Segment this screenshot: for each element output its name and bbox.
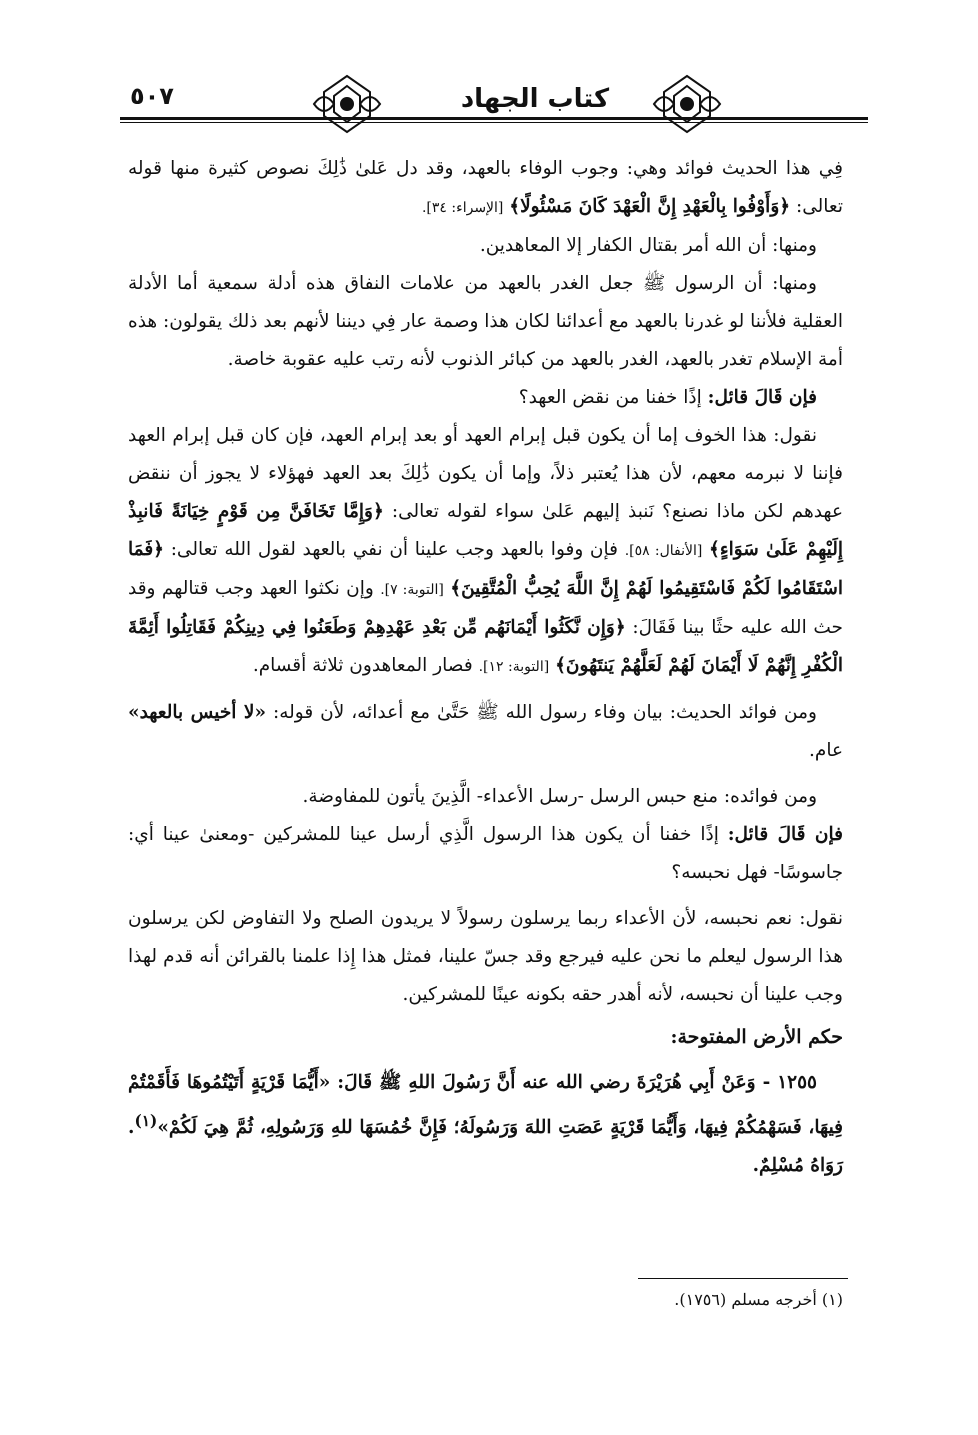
paragraph: نقول: هذا الخوف إما أن يكون قبل إبرام العهد أو بعد إبرام العهد، فإن كان قبل إبرام العهد فإننا لا نبرمه معهم، لأن هذا يُعتبر ذلاً، وإما أن يكون ذَٰلِكَ بعد العهد فهؤلاء لا يجوز أن ننقض عهدهم لكن ماذا نصنع؟ نَنبذ إليهم عَلىٰ سواء لقوله تعالى: ﴿وَإِمَّا تَخَافَنَّ مِن قَوْمٍ خِيَانَةً فَانبِذْ إِلَيْهِمْ عَلَىٰ سَوَاءٍ﴾ [الأنفال: ٥٨]. فإن وفوا بالعهد وجب علينا أن نفي بالعهد لقول الله تعالى: ﴿فَمَا اسْتَقَامُوا لَكُمْ فَاسْتَقِيمُوا لَهُمْ إِنَّ اللَّهَ يُحِبُّ الْمُتَّقِينَ﴾ [التوبة: ٧]. وإن نكثوا العهد وجب قتالهم وقد حث الله عليه حثًا بينا فَقَالَ: ﴿وَإِن نَّكَثُوا أَيْمَانَهُم مِّن بَعْدِ عَهْدِهِمْ وَطَعَنُوا فِي دِينِكُمْ فَقَاتِلُوا أَئِمَّةَ الْكُفْرِ إِنَّهُمْ لَا أَيْمَانَ لَهُمْ لَعَلَّهُمْ يَنتَهُونَ﴾ [التوبة: ١٢]. فصار المعاهدون ثلاثة أقسام. — [128, 425, 844, 676]
quran-verse: ﴿فَمَا اسْتَقَامُوا لَكُمْ فَاسْتَقِيمُوا لَهُمْ إِنَّ اللَّهَ يُحِبُّ الْمُتَّقِينَ﴾ — [128, 539, 844, 599]
verse-reference: [الأنفال: ٥٨]. — [624, 543, 703, 559]
quran-verse: ﴿وَأَوْفُوا بِالْعَهْدِ إِنَّ الْعَهْدَ كَانَ مَسْئُولًا﴾ — [509, 196, 791, 217]
question-lead: فإن قَالَ قائل: — [707, 387, 817, 408]
quran-verse: ﴿وَإِمَّا تَخَافَنَّ مِن قَوْمٍ خِيَانَةً فَانبِذْ إِلَيْهِمْ عَلَىٰ سَوَاءٍ﴾ — [128, 501, 843, 560]
hadith-text: ١٢٥٥ - وَعَنْ أَبِي هُرَيْرَةَ رضي الله عنه أَنَّ رَسُولَ اللهِ ﷺ قَالَ: «أَيُّمَا قَرْيَةٍ أَتَيْتُمُوهَا فَأَقَمْتُمْ فِيهَا، فَسَهْمُكُمْ فِيهَا، وَأَيُّمَا قَرْيَةٍ عَصَتِ اللهَ وَرَسُولَهُ؛ فَإِنَّ خُمُسَهَا للهِ وَرَسُولِهِ، ثُمَّ هِيَ لَكُمْ»$^{(١)}$. رَوَاهُ مُسْلِمٌ. — [128, 1072, 843, 1177]
paragraph: ومنها: أن الرسول ﷺ جعل الغدر بالعهد من علامات النفاق هذه أدلة سمعية أما الأدلة العقلية فلأننا لو غدرنا بالعهد مع أعدائنا لكان هذا وصمة عار فِي ديننا لأنهم بعد ذلك يقولون: هذه أمة الإسلام تغدر بالعهد، الغدر بالعهد من كبائر الذنوب لأنه رتب عليه عقوبة خاصة. — [128, 273, 843, 370]
ornament-right-icon — [650, 72, 724, 136]
verse-reference: [التوبة: ٧]. — [380, 582, 444, 598]
paragraph: ومن فوائد الحديث: بيان وفاء رسول الله ﷺ حَتَّىٰ مع أعدائه، لأن قوله: «لا أخيس بالعهد» عام. — [128, 702, 843, 761]
question-lead: فإن قَالَ قائل: — [727, 824, 844, 845]
page-number: ٥٠٧ — [130, 82, 174, 110]
footnote-marker[interactable]: (١) — [134, 1112, 158, 1130]
running-title: كتاب الجهاد — [460, 84, 610, 114]
paragraph: فِي هذا الحديث فوائد وهي: وجوب الوفاء بالعهد، وقد دل عَلىٰ ذَٰلِكَ نصوص كثيرة منها قوله تعالى: ﴿وَأَوْفُوا بِالْعَهْدِ إِنَّ الْعَهْدَ كَانَ مَسْئُولًا﴾ [الإسراء: ٣٤]. — [128, 158, 843, 217]
page-header — [120, 72, 868, 142]
body-text — [128, 150, 843, 1185]
footnote-rule — [638, 1278, 848, 1279]
paragraph: فإن قَالَ قائل: إذًا خفنا أن يكون هذا الرسول الَّذِي أرسل عينا للمشركين -ومعنىٰ عينا أي: جاسوسًا- فهل نحبسه؟ — [128, 824, 844, 883]
quran-verse: ﴿وَإِن نَّكَثُوا أَيْمَانَهُم مِّن بَعْدِ عَهْدِهِمْ وَطَعَنُوا فِي دِينِكُمْ فَقَاتِلُوا أَئِمَّةَ الْكُفْرِ إِنَّهُمْ لَا أَيْمَانَ لَهُمْ لَعَلَّهُمْ يَنتَهُونَ﴾ — [128, 617, 843, 676]
footnote: (١) أخرجه مسلم (١٧٥٦). — [674, 1290, 843, 1309]
header-rule — [120, 117, 868, 120]
paragraph: ومن فوائده: منع حبس الرسل -رسل الأعداء- الَّذِينَ يأتون للمفاوضة. — [302, 786, 817, 807]
verse-reference: [الإسراء: ٣٤]. — [421, 200, 504, 216]
paragraph: فإن قَالَ قائل: إذًا خفنا من نقض العهد؟ — [518, 387, 817, 408]
paragraph: ومنها: أن الله أمر بقتال الكفار إلا المعاهدين. — [479, 235, 817, 256]
ornament-left-icon — [310, 72, 384, 136]
header-rule-thin — [120, 122, 868, 123]
paragraph: نقول: نعم نحبسه، لأن الأعداء ربما يرسلون رسولاً لا يريدون الصلح ولا التفاوض لكن يرسلون هذا الرسول ليعلم ما نحن عليه فيرجع وقد جسّ علينا، فمثل هذا إِذا علمنا بالقرائن أنه قدم لهذا وجب علينا أن نحبسه، لأنه أهدر حقه بكونه عينًا للمشركين. — [128, 908, 843, 1005]
hadith-quote: «لا أخيس بالعهد» — [128, 702, 267, 723]
section-title: حكم الأرض المفتوحة: — [670, 1026, 843, 1048]
verse-reference: [التوبة: ١٢]. — [478, 659, 550, 675]
